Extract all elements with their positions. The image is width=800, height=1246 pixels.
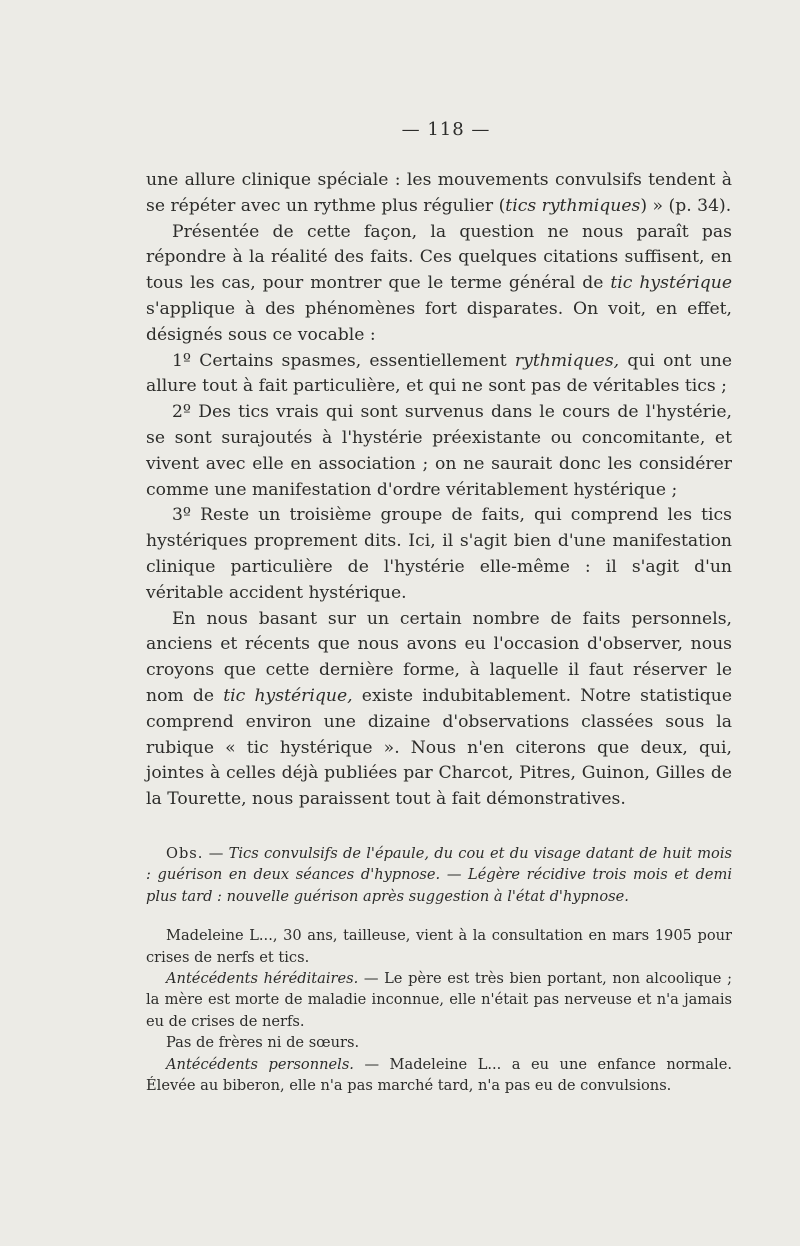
- text-run: En nous basant sur un certain nombre de faits personnels, anciens et récents que nous avons eu l'occasion d'observer, nous croyons que cette dernière forme, à laquelle il faut réserver le nom de: [146, 608, 732, 706]
- paragraph-2: [146, 220, 732, 349]
- emphasis: rythmiques,: [514, 350, 620, 371]
- observation-heading: [146, 843, 732, 907]
- paragraph-4: 2º Des tics vrais qui sont survenus dans le cours de l'hystérie, se sont surajoutés à l'hystérie préexistante ou concomitante, et vivent avec elle en association ; on ne saurait donc les considérer comme une manifestation d'ordre véritablement hystérique ;: [146, 402, 732, 500]
- text-run: 1º Certains spasmes, essentiellement: [172, 350, 515, 371]
- case-siblings: Pas de frères ni de sœurs.: [166, 1034, 360, 1052]
- case-personal: [146, 1054, 732, 1097]
- case-intro: Madeleine L..., 30 ans, tailleuse, vient à la consultation en mars 1905 pour crises de nerfs et tics.: [146, 927, 732, 966]
- observation-dash: —: [203, 844, 229, 862]
- main-text: [146, 168, 732, 813]
- emphasis: tics rythmiques: [505, 195, 641, 216]
- observation-block: [146, 843, 732, 1096]
- emphasis: tic hystérique,: [223, 685, 353, 706]
- emphasis: tic hystérique: [610, 273, 732, 294]
- case-hereditary: [146, 968, 732, 1032]
- subheading: Antécédents héréditaires.: [166, 969, 359, 987]
- text-run: ) » (p. 34).: [640, 195, 732, 216]
- subheading: Antécédents personnels.: [166, 1055, 354, 1073]
- text-run: — Madeleine L... a eu une enfance normale. Élevée au biberon, elle n'a pas marché tard, n'a pas eu de convulsions.: [146, 1055, 732, 1094]
- text-run: qui ont une allure tout à fait particulière, et qui ne sont pas de véritables tics ;: [146, 350, 733, 397]
- observation-title: Tics convulsifs de l'épaule, du cou et du visage datant de huit mois : guérison en deux séances d'hypnose. — Légère récidive trois mois et demi plus tard : nouvelle guérison après suggestion à l'état d'hypnose.: [146, 844, 732, 905]
- case-text: [146, 925, 732, 1096]
- text-run: existe indubitablement. Notre statistique comprend environ une dizaine d'observations classées sous la rubique « tic hystérique ». Nous n'en citerons que deux, qui, jointes à celles déjà publiées par Charcot, Pitres, Guinon, Gilles de la Tourette, nous paraissent tout à fait démonstratives.: [146, 685, 732, 810]
- page-number: — 118 —: [401, 119, 491, 140]
- text-run: s'applique à des phénomènes fort disparates. On voit, en effet, désignés sous ce vocable :: [146, 298, 732, 345]
- paragraph-3: [146, 349, 732, 401]
- text-run: Présentée de cette façon, la question ne nous paraît pas répondre à la réalité des faits. Ces quelques citations suffisent, en tous les cas, pour montrer que le terme général de: [146, 221, 732, 294]
- observation-label: Obs.: [166, 844, 204, 862]
- text-run: — Le père est très bien portant, non alcoolique ; la mère est morte de maladie inconnue, elle n'était pas nerveuse et n'a jamais eu de crises de nerfs.: [146, 969, 732, 1030]
- paragraph-5: 3º Reste un troisième groupe de faits, qui comprend les tics hystériques proprement dits. Ici, il s'agit bien d'une manifestation clinique particulière de l'hystérie elle-même : il s'agit d'un véritable accident hystérique.: [146, 505, 732, 603]
- paragraph-6: [146, 607, 732, 813]
- paragraph-1: [146, 168, 732, 220]
- text-run: une allure clinique spéciale : les mouvements convulsifs tendent à se répéter avec un rythme plus régulier (: [146, 170, 732, 216]
